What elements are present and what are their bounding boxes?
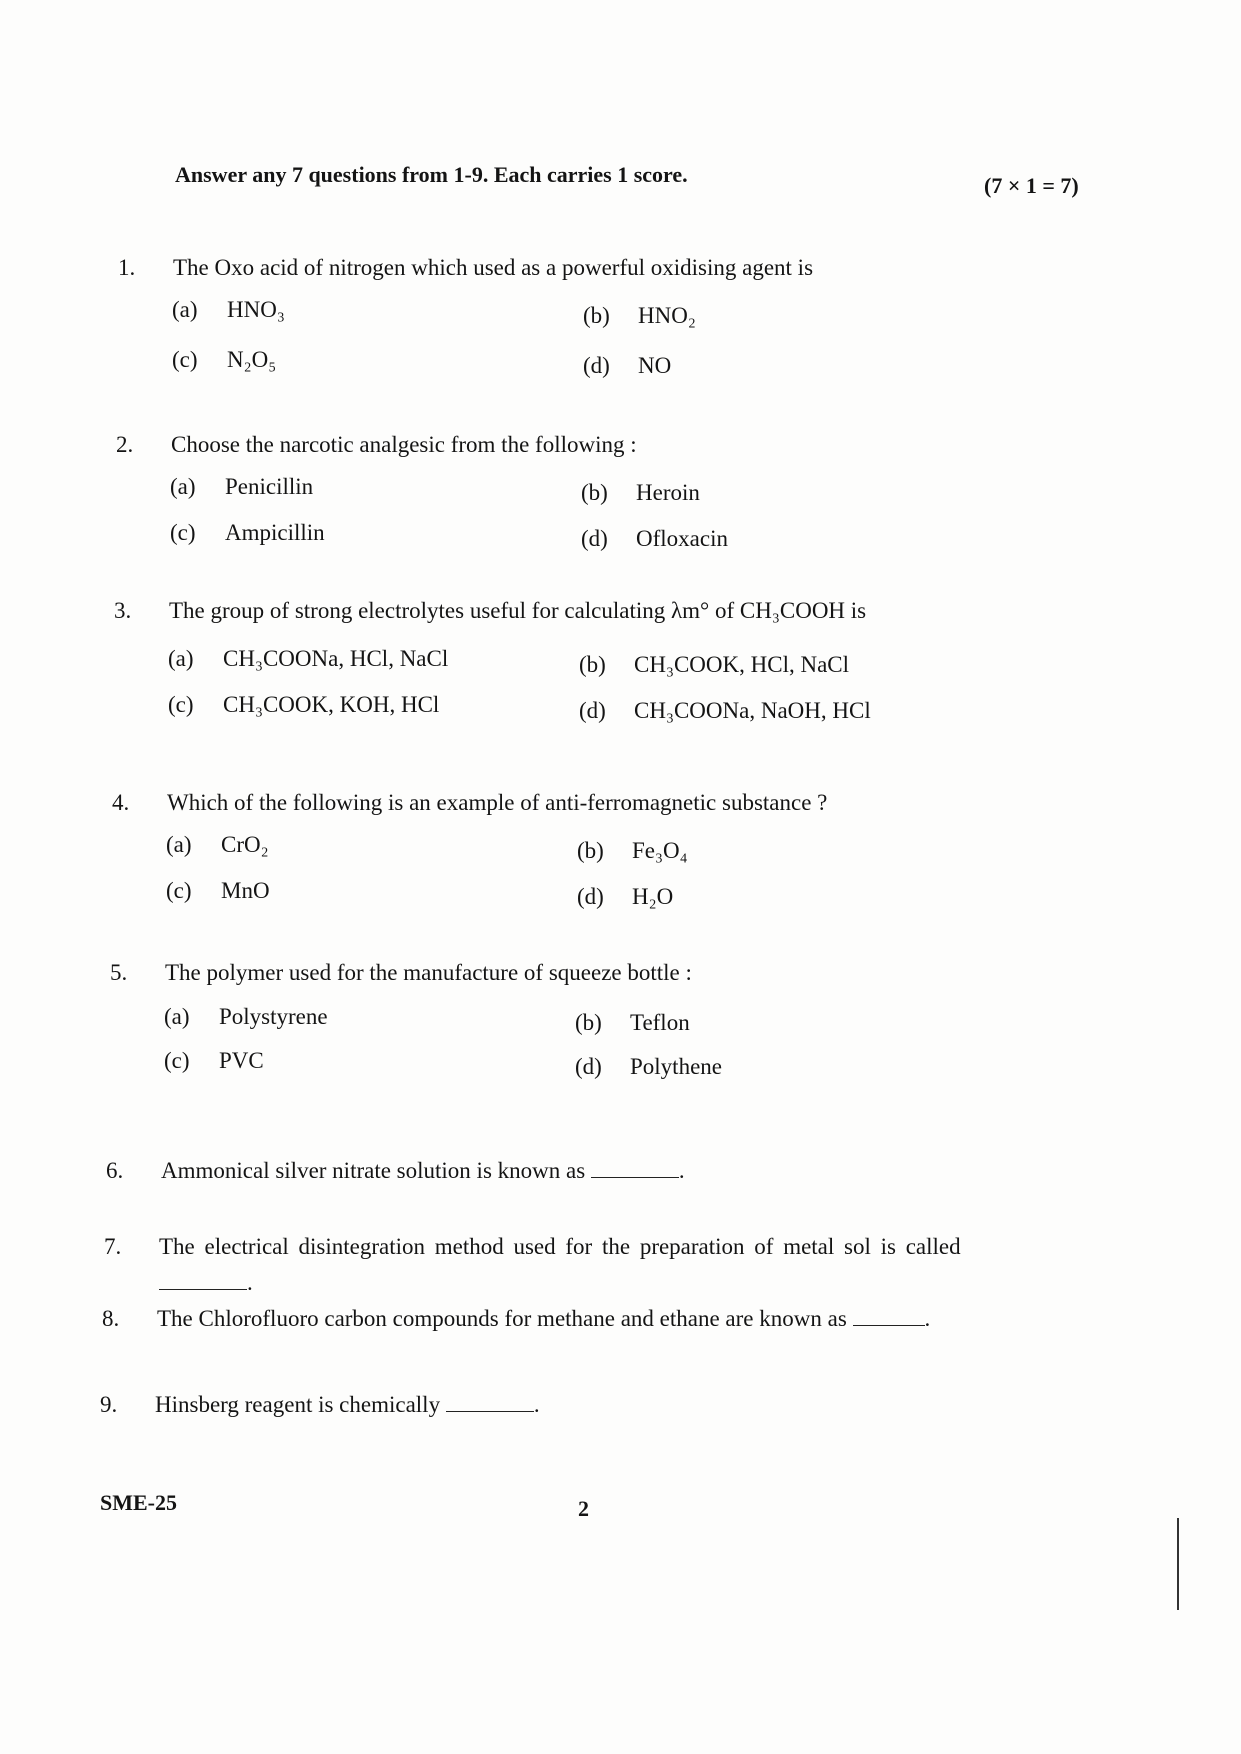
question-number: 6. (106, 1158, 124, 1183)
option-a: (a) CrO₂ (166, 832, 269, 857)
option-b: (b) HNO₂ (583, 303, 696, 328)
question-number: 3. (114, 598, 132, 623)
option-d: (d) NO (583, 353, 672, 378)
option-c: (c) MnO (166, 878, 270, 903)
option-c: (c) N₂O₅ (172, 347, 277, 372)
question-text: Ammonical silver nitrate solution is known as (161, 1158, 586, 1183)
question-text: The Oxo acid of nitrogen which used as a powerful oxidising agent is (173, 255, 814, 280)
question-number: 4. (112, 790, 130, 815)
option-c: (c) CH₃COOK, KOH, HCl (168, 692, 440, 717)
question-number: 7. (104, 1234, 122, 1259)
answer-blank (446, 1393, 534, 1412)
question-text: Choose the narcotic analgesic from the following : (171, 432, 637, 457)
question-text: Hinsberg reagent is chemically (155, 1392, 441, 1417)
score-summary: (7 × 1 = 7) (984, 173, 1079, 198)
question-number: 2. (116, 432, 134, 457)
question-number: 1. (118, 255, 136, 280)
exam-page: Answer any 7 questions from 1-9. Each carries 1 score. (7 × 1 = 7) 1. The Oxo acid of nitrogen which used as a powerful oxidising agent is (a) HNO₃ (b) HNO₂ (c) N₂O₅ (d) NO 2. Choose the narcotic analgesic from the following : (a) Penicillin (b) Heroin (c) Ampicillin (d) Ofloxacin 3. The group of strong electrolytes useful for calculating λm° of CH₃COOH is (a) CH₃COONa, HCl, NaCl (b) CH₃COOK, HCl, NaCl (c) CH₃COOK, KOH, HCl (d) CH₃COONa, NaOH, HCl 4. Which of the following is an example of anti-ferromagnetic substance ? (a) CrO₂ (b) Fe₃O₄ (c) MnO (d) H₂O 5. The polymer used for the manufacture of squeeze bottle : (a) Polystyrene (b) Teflon (c) PVC (d) Polythene 6. Ammonical silver nitrate solution is known as . 7. The electrical disintegration method used for the preparation of metal sol is called . 8. The Chlorofluoro carbon compounds for methane and ethane are known as . 9. Hinsberg reagent is chemically . SME-25 2 (0, 0, 1241, 1754)
option-d: (d) Polythene (575, 1054, 722, 1079)
answer-blank (853, 1307, 925, 1326)
page-number: 2 (578, 1496, 589, 1521)
option-b: (b) Teflon (575, 1010, 690, 1035)
option-c: (c) Ampicillin (170, 520, 325, 545)
question-text: The group of strong electrolytes useful for calculating λm° of CH₃COOH is (169, 598, 867, 623)
question-number: 9. (100, 1392, 118, 1417)
option-a: (a) Penicillin (170, 474, 314, 499)
option-a: (a) Polystyrene (164, 1004, 328, 1029)
question-number: 8. (102, 1306, 120, 1331)
question-text: The polymer used for the manufacture of squeeze bottle : (165, 960, 692, 985)
option-a: (a) HNO₃ (172, 297, 285, 322)
option-b: (b) Fe₃O₄ (577, 838, 688, 863)
option-d: (d) CH₃COONa, NaOH, HCl (579, 698, 871, 723)
paper-code: SME-25 (100, 1490, 177, 1515)
option-b: (b) CH₃COOK, HCl, NaCl (579, 652, 850, 677)
question-text: The Chlorofluoro carbon compounds for methane and ethane are known as (157, 1306, 847, 1331)
option-d: (d) H₂O (577, 884, 674, 909)
instruction-text: Answer any 7 questions from 1-9. Each carries 1 score. (175, 162, 688, 187)
answer-blank (591, 1159, 679, 1178)
margin-line (1177, 1518, 1179, 1610)
option-c: (c) PVC (164, 1048, 264, 1073)
option-d: (d) Ofloxacin (581, 526, 728, 551)
question-text: Which of the following is an example of anti-ferromagnetic substance ? (167, 790, 828, 815)
option-a: (a) CH₃COONa, HCl, NaCl (168, 646, 449, 671)
option-b: (b) Heroin (581, 480, 700, 505)
answer-blank (159, 1271, 247, 1290)
question-text: The electrical disintegration method used for the preparation of metal sol is called (159, 1234, 961, 1259)
question-number: 5. (110, 960, 128, 985)
